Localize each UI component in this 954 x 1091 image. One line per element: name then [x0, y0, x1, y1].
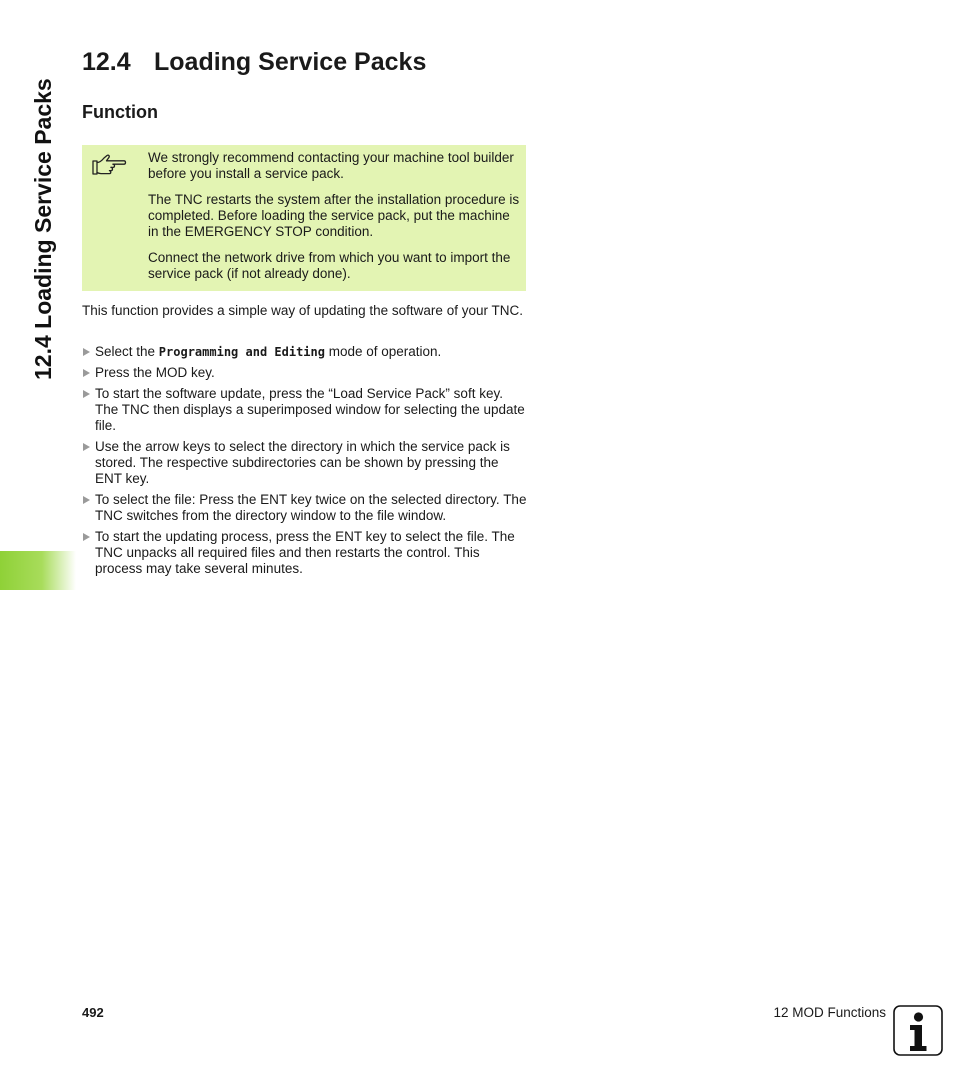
step-item: Press the MOD key. [82, 365, 528, 381]
arrow-bullet-icon [83, 496, 90, 504]
footer-chapter-label: 12 MOD Functions [773, 1005, 886, 1020]
info-icon [893, 1005, 943, 1056]
pointing-hand-icon [91, 153, 127, 179]
arrow-bullet-icon [83, 348, 90, 356]
running-chapter-title: 12.4 Loading Service Packs [30, 78, 56, 380]
arrow-bullet-icon [83, 369, 90, 377]
mode-name: Programming and Editing [158, 345, 325, 359]
step-item: Use the arrow keys to select the directory in which the service pack is stored. The respective subdirectories can be shown by pressing the ENT key. [82, 439, 528, 487]
chapter-tab-marker [0, 551, 76, 590]
arrow-bullet-icon [83, 533, 90, 541]
step-item: To start the software update, press the “Load Service Pack” soft key. The TNC then displays a superimposed window for selecting the update file. [82, 386, 528, 434]
page-number: 492 [82, 1005, 104, 1020]
chapter-number: 12.4 [82, 48, 131, 76]
step-item: To start the updating process, press the ENT key to select the file. The TNC unpacks all required files and then restarts the control. This process may take several minutes. [82, 529, 528, 577]
section-title: Function [82, 102, 158, 122]
note-paragraph: Connect the network drive from which you want to import the service pack (if not already done). [148, 250, 511, 281]
note-box [82, 145, 526, 291]
step-list [82, 344, 528, 582]
note-text [148, 150, 520, 292]
arrow-bullet-icon [83, 443, 90, 451]
note-paragraph: The TNC restarts the system after the installation procedure is completed. Before loading the service pack, put the machine in the EMERGENCY STOP condition. [148, 192, 520, 239]
step-item: To select the file: Press the ENT key twice on the selected directory. The TNC switches from the directory window to the file window. [82, 492, 528, 524]
intro-paragraph: This function provides a simple way of updating the software of your TNC. [82, 303, 523, 318]
note-paragraph: We strongly recommend contacting your machine tool builder before you install a service pack. [148, 150, 514, 181]
arrow-bullet-icon [83, 390, 90, 398]
page-title [82, 46, 426, 78]
chapter-title-text: Loading Service Packs [154, 48, 427, 76]
step-item: Select the Programming and Editing mode of operation. [82, 344, 528, 360]
